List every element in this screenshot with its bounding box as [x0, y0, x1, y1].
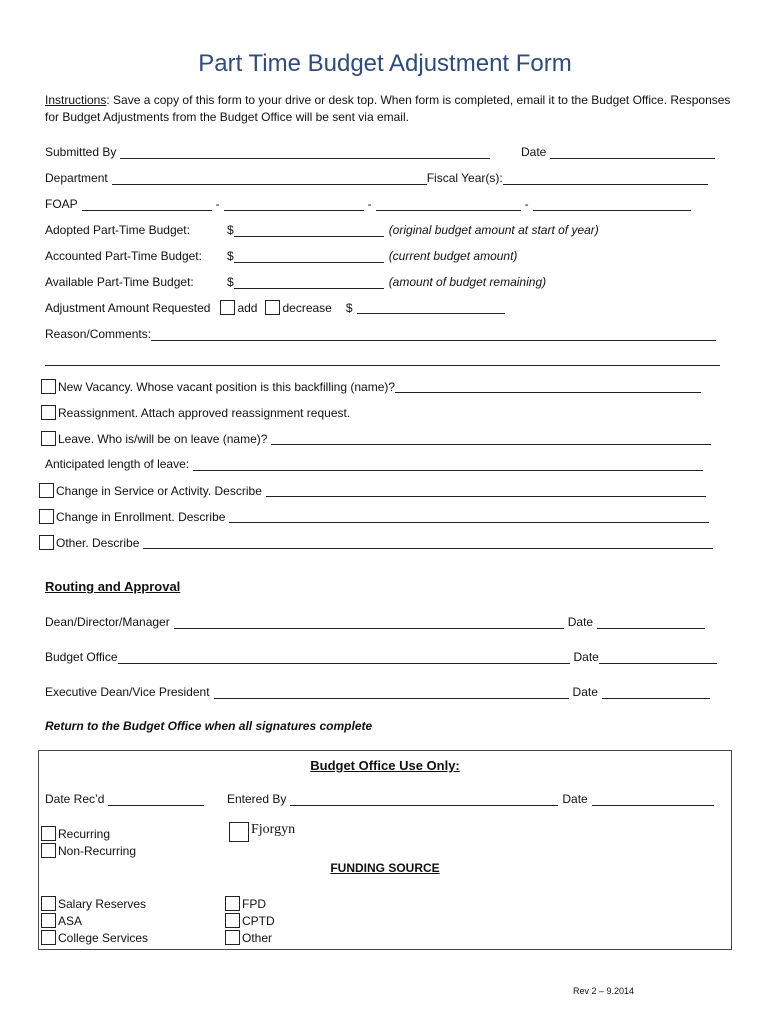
submitted-by-label: Submitted By [45, 145, 117, 159]
adopted-label: Adopted Part-Time Budget: [45, 223, 190, 237]
non-recurring-row [41, 843, 136, 858]
adjustment-input[interactable] [357, 301, 505, 314]
leave-length-row [45, 457, 703, 471]
add-checkbox[interactable] [220, 300, 235, 315]
college-services-checkbox[interactable] [41, 930, 56, 945]
salary-reserves-checkbox[interactable] [41, 896, 56, 911]
funding-other-checkbox[interactable] [225, 930, 240, 945]
reason-input[interactable] [151, 328, 716, 341]
adjustment-label: Adjustment Amount Requested [45, 300, 211, 315]
date-row [521, 145, 715, 159]
cptd-label: CPTD [242, 913, 275, 928]
routing-heading: Routing and Approval [45, 579, 181, 594]
budget-office-date-input[interactable] [599, 651, 717, 664]
reassignment-row [41, 405, 350, 420]
accounted-dollar: $ [227, 249, 234, 263]
exec-row [45, 685, 710, 699]
budget-office-date-label: Date [573, 650, 599, 664]
date-input[interactable] [550, 146, 715, 159]
leave-input[interactable] [271, 432, 711, 445]
budget-office-input[interactable] [118, 651, 570, 664]
reason-row [45, 327, 716, 341]
service-row [39, 483, 706, 498]
non-recurring-checkbox[interactable] [41, 843, 56, 858]
service-input[interactable] [266, 484, 706, 497]
leave-row [41, 431, 711, 446]
salary-reserves-row [41, 896, 146, 911]
instructions [45, 92, 735, 126]
instructions-text: : Save a copy of this form to your drive or desk top. When form is completed, email it to the Budget Office. Responses for Budget Adjustments from the Budget Office will be sent via email. [45, 93, 731, 124]
vacancy-input[interactable] [395, 380, 701, 393]
enrollment-checkbox[interactable] [39, 509, 54, 524]
adjustment-dollar: $ [345, 300, 353, 315]
adjustment-row [45, 300, 505, 315]
dean-label: Dean/Director/Manager [45, 615, 170, 629]
foap-input-4[interactable] [533, 198, 691, 211]
dean-input[interactable] [174, 616, 564, 629]
service-checkbox[interactable] [39, 483, 54, 498]
fjorgyn-checkbox[interactable] [229, 822, 249, 842]
foap-dash-2: - [367, 197, 372, 211]
entered-by-date-input[interactable] [592, 793, 714, 806]
office-use-heading: Budget Office Use Only: [310, 758, 460, 773]
reassignment-label: Reassignment. Attach approved reassignment request. [58, 405, 351, 420]
vacancy-checkbox[interactable] [41, 379, 56, 394]
fpd-row [225, 896, 266, 911]
recurring-label: Recurring [58, 826, 111, 841]
department-row [45, 171, 708, 185]
date-label: Date [521, 145, 547, 159]
date-recd-label: Date Rec’d [45, 792, 105, 806]
asa-checkbox[interactable] [41, 913, 56, 928]
service-label: Change in Service or Activity. Describe [56, 483, 262, 498]
office-use-box [38, 750, 732, 950]
available-row [45, 275, 546, 289]
exec-label: Executive Dean/Vice President [45, 685, 210, 699]
available-label: Available Part-Time Budget: [45, 275, 194, 289]
accounted-input[interactable] [234, 250, 384, 263]
decrease-checkbox[interactable] [265, 300, 280, 315]
entered-by-date-label: Date [562, 792, 588, 806]
funding-other-row [225, 930, 272, 945]
dean-date-label: Date [567, 615, 594, 629]
submitted-by-row [45, 145, 490, 159]
leave-length-input[interactable] [193, 458, 703, 471]
adopted-dollar: $ [227, 223, 234, 237]
foap-dash-1: - [215, 197, 220, 211]
leave-length-label: Anticipated length of leave: [45, 457, 190, 471]
available-input[interactable] [234, 276, 384, 289]
other-label: Other. Describe [56, 535, 140, 550]
page-title: Part Time Budget Adjustment Form [198, 50, 572, 77]
foap-input-3[interactable] [376, 198, 521, 211]
other-row [39, 535, 713, 550]
exec-input[interactable] [214, 686, 569, 699]
enrollment-row [39, 509, 709, 524]
department-label: Department [45, 171, 108, 185]
reason-input-line-2[interactable] [45, 355, 720, 366]
college-services-row [41, 930, 148, 945]
entered-by-label: Entered By [227, 792, 287, 806]
cptd-row [225, 913, 275, 928]
salary-reserves-label: Salary Reserves [58, 896, 147, 911]
other-input[interactable] [143, 536, 713, 549]
enrollment-label: Change in Enrollment. Describe [56, 509, 226, 524]
date-recd-input[interactable] [108, 793, 204, 806]
other-checkbox[interactable] [39, 535, 54, 550]
recurring-checkbox[interactable] [41, 826, 56, 841]
foap-input-1[interactable] [82, 198, 212, 211]
college-services-label: College Services [58, 930, 149, 945]
budget-office-label: Budget Office [45, 650, 118, 664]
budget-office-row [45, 650, 717, 664]
entered-by-row [227, 792, 714, 806]
adopted-note: (original budget amount at start of year) [388, 223, 599, 237]
foap-row [45, 197, 691, 211]
instructions-label: Instructions [45, 93, 107, 107]
exec-date-input[interactable] [602, 686, 710, 699]
cptd-checkbox[interactable] [225, 913, 240, 928]
accounted-row [45, 249, 517, 263]
adopted-input[interactable] [234, 224, 384, 237]
dean-row [45, 615, 705, 629]
available-note: (amount of budget remaining) [388, 275, 547, 289]
fjorgyn-label: Fjorgyn [251, 822, 296, 837]
vacancy-label: New Vacancy. Whose vacant position is this backfilling (name)? [58, 379, 396, 394]
fiscal-year-label: Fiscal Year(s): [426, 171, 503, 185]
available-dollar: $ [227, 275, 234, 289]
vacancy-row [41, 379, 701, 394]
dean-date-input[interactable] [597, 616, 705, 629]
return-note: Return to the Budget Office when all signatures complete [45, 719, 373, 733]
reassignment-checkbox[interactable] [41, 405, 56, 420]
revision-footer: Rev 2 – 9.2014 [573, 986, 635, 996]
entered-by-input[interactable] [290, 793, 558, 806]
leave-label: Leave. Who is/will be on leave (name)? [58, 431, 268, 446]
foap-input-2[interactable] [224, 198, 364, 211]
leave-checkbox[interactable] [41, 431, 56, 446]
non-recurring-label: Non-Recurring [58, 843, 137, 858]
accounted-note: (current budget amount) [388, 249, 518, 263]
department-input[interactable] [112, 172, 427, 185]
submitted-by-input[interactable] [120, 146, 490, 159]
adopted-row [45, 223, 599, 237]
exec-date-label: Date [572, 685, 598, 699]
fpd-checkbox[interactable] [225, 896, 240, 911]
funding-source-heading: FUNDING SOURCE [330, 861, 440, 875]
fiscal-year-input[interactable] [503, 172, 708, 185]
date-recd-row [45, 792, 204, 806]
asa-row [41, 913, 82, 928]
foap-dash-3: - [524, 197, 529, 211]
asa-label: ASA [58, 913, 83, 928]
accounted-label: Accounted Part-Time Budget: [45, 249, 202, 263]
decrease-label: decrease [282, 300, 332, 315]
enrollment-input[interactable] [229, 510, 709, 523]
recurring-row [41, 826, 110, 841]
fpd-label: FPD [242, 896, 266, 911]
reason-label: Reason/Comments: [45, 327, 152, 341]
foap-label: FOAP [45, 197, 78, 211]
add-label: add [237, 300, 258, 315]
funding-other-label: Other [242, 930, 273, 945]
